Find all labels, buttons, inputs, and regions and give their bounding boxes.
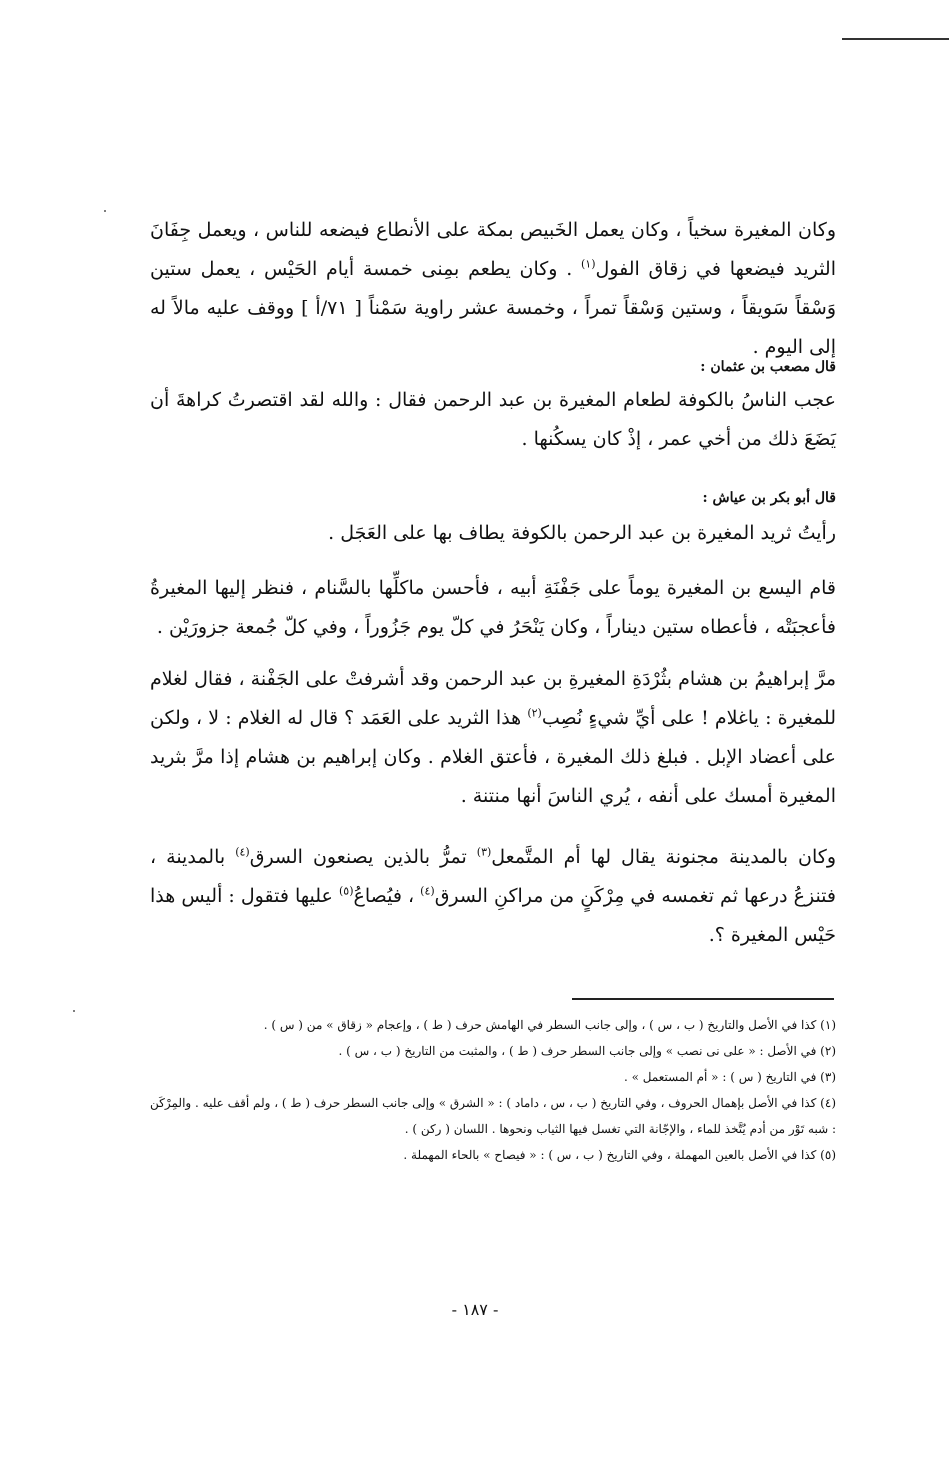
- text-span: تمرُّ بالذين يصنعون السرق: [249, 846, 477, 868]
- text-span: وكان المغيرة سخياً ، وكان يعمل الخَبيص بمكة على الأنطاع فيضعه للناس ، ويعمل جِفَانَ الثريد فيضعها في زقاق الفول: [150, 219, 837, 280]
- footnote-ref: (٤): [235, 845, 250, 859]
- footnote-separator: [572, 998, 834, 1000]
- footnote-4: (٤) كذا في الأصل بإهمال الحروف ، وفي التاريخ ( ب ، س ، داماد ) : « الشرق » وإلى جانب السطر حرف ( ط ) ، ولم أقف عليه . والمِرْكَن : شبه تَوْر من أدم يُتَّخذ للماء ، والإجّانة التي تغسل فيها الثياب ونحوها . اللسان ( ركن ) .: [150, 1096, 836, 1136]
- footnote-ref: (٢): [527, 706, 542, 720]
- text-span: . وكان يطعم بمِنى خمسة أيام الحَيْس ، يعمل ستين وَسْقاً سَويقاً ، وستين وَسْقاً تمراً ، وخمسة عشر راوية سَمْناً [ ٧١/أ ] ووقف عليه مالاً له إلى اليوم .: [150, 258, 837, 358]
- scan-speck: [104, 210, 106, 212]
- footnote-1: (١) كذا في الأصل والتاريخ ( ب ، س ) ، وإلى جانب السطر في الهامش حرف ( ط ) ، وإعجام « زقاق » من ( س ) .: [263, 1018, 836, 1032]
- scan-speck: [73, 1010, 75, 1012]
- paragraph-text: عجب الناسُ بالكوفة لطعام المغيرة بن عبد الرحمن فقال : والله لقد اقتصرتُ كراهةَ أن يَضَعَ ذلك من أخي عمر ، إذْ كان يسكُنها .: [150, 389, 836, 450]
- paragraph-text: [150, 660, 836, 816]
- section-mus-ab: [150, 357, 836, 459]
- text-span: ، فيُصاعُ: [353, 885, 421, 907]
- top-margin-rule: [842, 38, 949, 40]
- footnotes: [150, 1012, 836, 1168]
- paragraph-text: [150, 838, 836, 955]
- paragraph-2: [150, 569, 836, 647]
- section-heading: قال مصعب بن عثمان :: [700, 359, 836, 375]
- section-heading: قال أبو بكر بن عياش :: [702, 490, 836, 506]
- footnote-3: (٣) في التاريخ ( س ) : « أم المستعمل » .: [623, 1070, 836, 1084]
- footnote-ref: (١): [580, 257, 596, 271]
- paragraph-1: [150, 211, 836, 367]
- paragraph-4: [150, 838, 836, 955]
- text-span: هذا الثريد على العَمَد ؟ قال له الغلام : لا ، ولكن على أعضاد الإبل . فبلغ ذلك المغيرة ، فأعتق الغلام . وكان إبراهيم بن هشام إذا مرَّ بثريد المغيرة أمسك على أنفه ، يُري الناسَ أنها منتنة .: [150, 707, 836, 807]
- footnote-ref: (٣): [476, 845, 492, 859]
- footnote-ref: (٥): [338, 884, 354, 898]
- text-span: مرَّ إبراهيمُ بن هشام بثُرْدَةِ المغيرةِ بن عبد الرحمن وقد أشرفتْ على الجَفْنة ، فقال لغلام للمغيرة : ياغلام ! على أيِّ شيءٍ نُصِب: [150, 668, 836, 729]
- footnote-ref: (٤): [420, 884, 435, 898]
- footnote-5: (٥) كذا في الأصل بالعين المهملة ، وفي التاريخ ( ب ، س ) : « فيصاح » بالحاء المهملة .: [403, 1148, 836, 1162]
- paragraph-3: [150, 660, 836, 816]
- text-span: وكان بالمدينة مجنونة يقال لها أم المتَّمعل: [491, 846, 836, 868]
- paragraph-text: قام اليسع بن المغيرة يوماً على جَفْنَةِ أبيه ، فأحسن ماكلِّها بالسَّنام ، فنظر إليها المغيرةُ فأعجبَتْه ، فأعطاه ستين ديناراً ، وكان يَنْحَرُ في كلّ يوم جَزُوراً ، وفي كلّ جُمعة جزورَيْن .: [150, 577, 836, 638]
- paragraph-text: [150, 211, 836, 367]
- text-span: عليها فتقول : أليس هذا حَيْس المغيرة ؟.: [150, 885, 836, 946]
- footnote-2: (٢) في الأصل : « على نى نصب » وإلى جانب السطر حرف ( ط ) ، والمثبت من التاريخ ( ب ، س ) .: [338, 1044, 836, 1058]
- text-span: بالمدينة ، فتنزعُ درعها ثم تغمسه في مِرْكَنٍ من مراكنِ السرق: [150, 846, 836, 907]
- page-number: - ١٨٧ -: [451, 1300, 499, 1319]
- paragraph-text: رأيتُ ثريد المغيرة بن عبد الرحمن بالكوفة يطاف بها على العَجَل .: [328, 522, 836, 544]
- section-abu-bakr: [150, 488, 836, 553]
